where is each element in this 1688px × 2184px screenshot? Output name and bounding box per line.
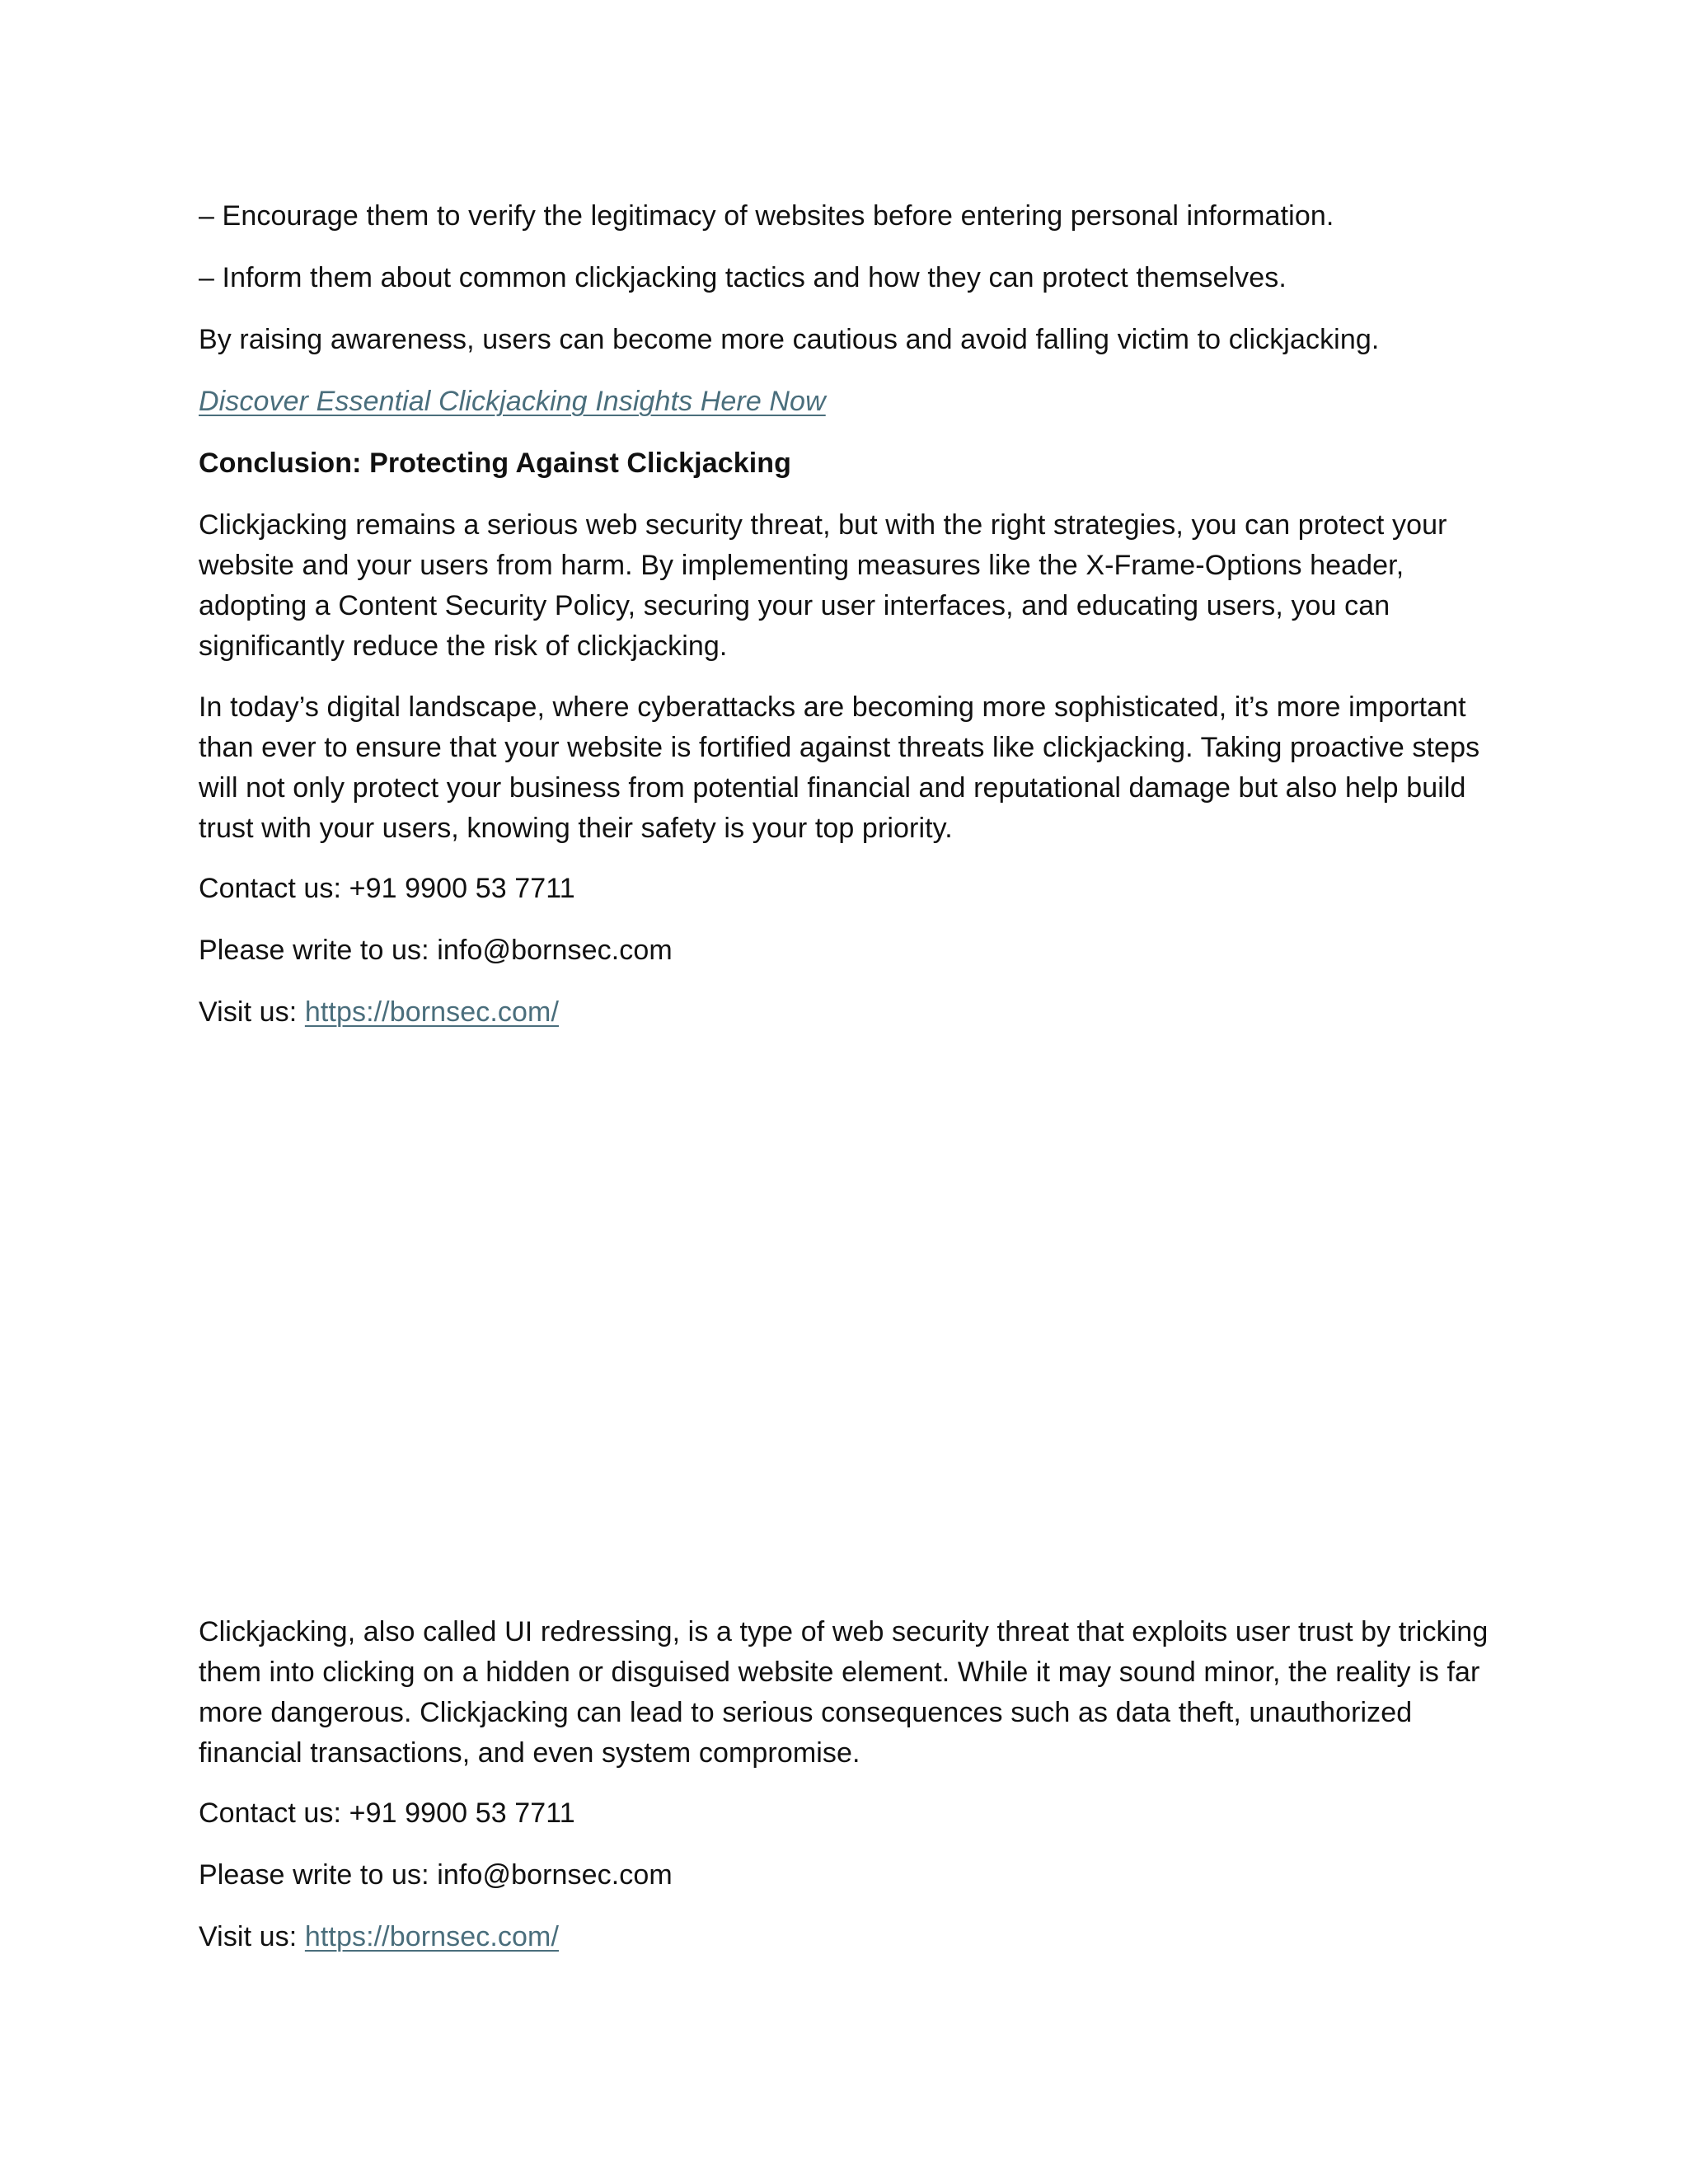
visit-line-2	[199, 1917, 1501, 1957]
website-link-2[interactable]: https://bornsec.com/	[304, 1921, 560, 1952]
visit-line	[199, 992, 1501, 1033]
awareness-text: By raising awareness, users can become more cautious and avoid falling victim to clickjacking.	[199, 324, 1380, 355]
contact-phone: Contact us: +91 9900 53 7711	[199, 873, 575, 904]
intro-paragraph: Clickjacking, also called UI redressing, is a type of web security threat that exploits user trust by tricking them into clicking on a hidden or disguised website element. While it may sound minor, the reality is far more dangerous. Clickjacking can lead to serious consequences such as data theft, unauthorized financial transactions, and even system compromise.	[199, 1616, 1489, 1769]
contact-email-2: Please write to us: info@bornsec.com	[199, 1859, 673, 1891]
insights-link-paragraph	[199, 382, 1501, 422]
contact-phone-2: Contact us: +91 9900 53 7711	[199, 1797, 575, 1829]
insights-link[interactable]: Discover Essential Clickjacking Insights Here Now	[199, 386, 826, 417]
conclusion-paragraph-2: In today’s digital landscape, where cyberattacks are becoming more sophisticated, it’s more important than ever to ensure that your website is fortified against threats like clickjacking. Taking proactive steps will not only protect your business from potential financial and reputational damage but also help build trust with your users, knowing their safety is your top priority.	[199, 691, 1480, 844]
conclusion-heading: Conclusion: Protecting Against Clickjacking	[199, 448, 792, 479]
conclusion-paragraph-1: Clickjacking remains a serious web security threat, but with the right strategies, you can protect your website and your users from harm. By implementing measures like the X-Frame-Options header, adopting a Content Security Policy, securing your user interfaces, and educating users, you can significantly reduce the risk of clickjacking.	[199, 509, 1447, 662]
visit-label: Visit us:	[199, 996, 305, 1028]
website-link[interactable]: https://bornsec.com/	[304, 996, 560, 1028]
visit-label-2: Visit us:	[199, 1921, 305, 1952]
bullet-verify-legitimacy: – Encourage them to verify the legitimacy of websites before entering personal information.	[199, 200, 1334, 232]
contact-email: Please write to us: info@bornsec.com	[199, 935, 673, 966]
bullet-inform-tactics: – Inform them about common clickjacking tactics and how they can protect themselves.	[199, 262, 1287, 293]
